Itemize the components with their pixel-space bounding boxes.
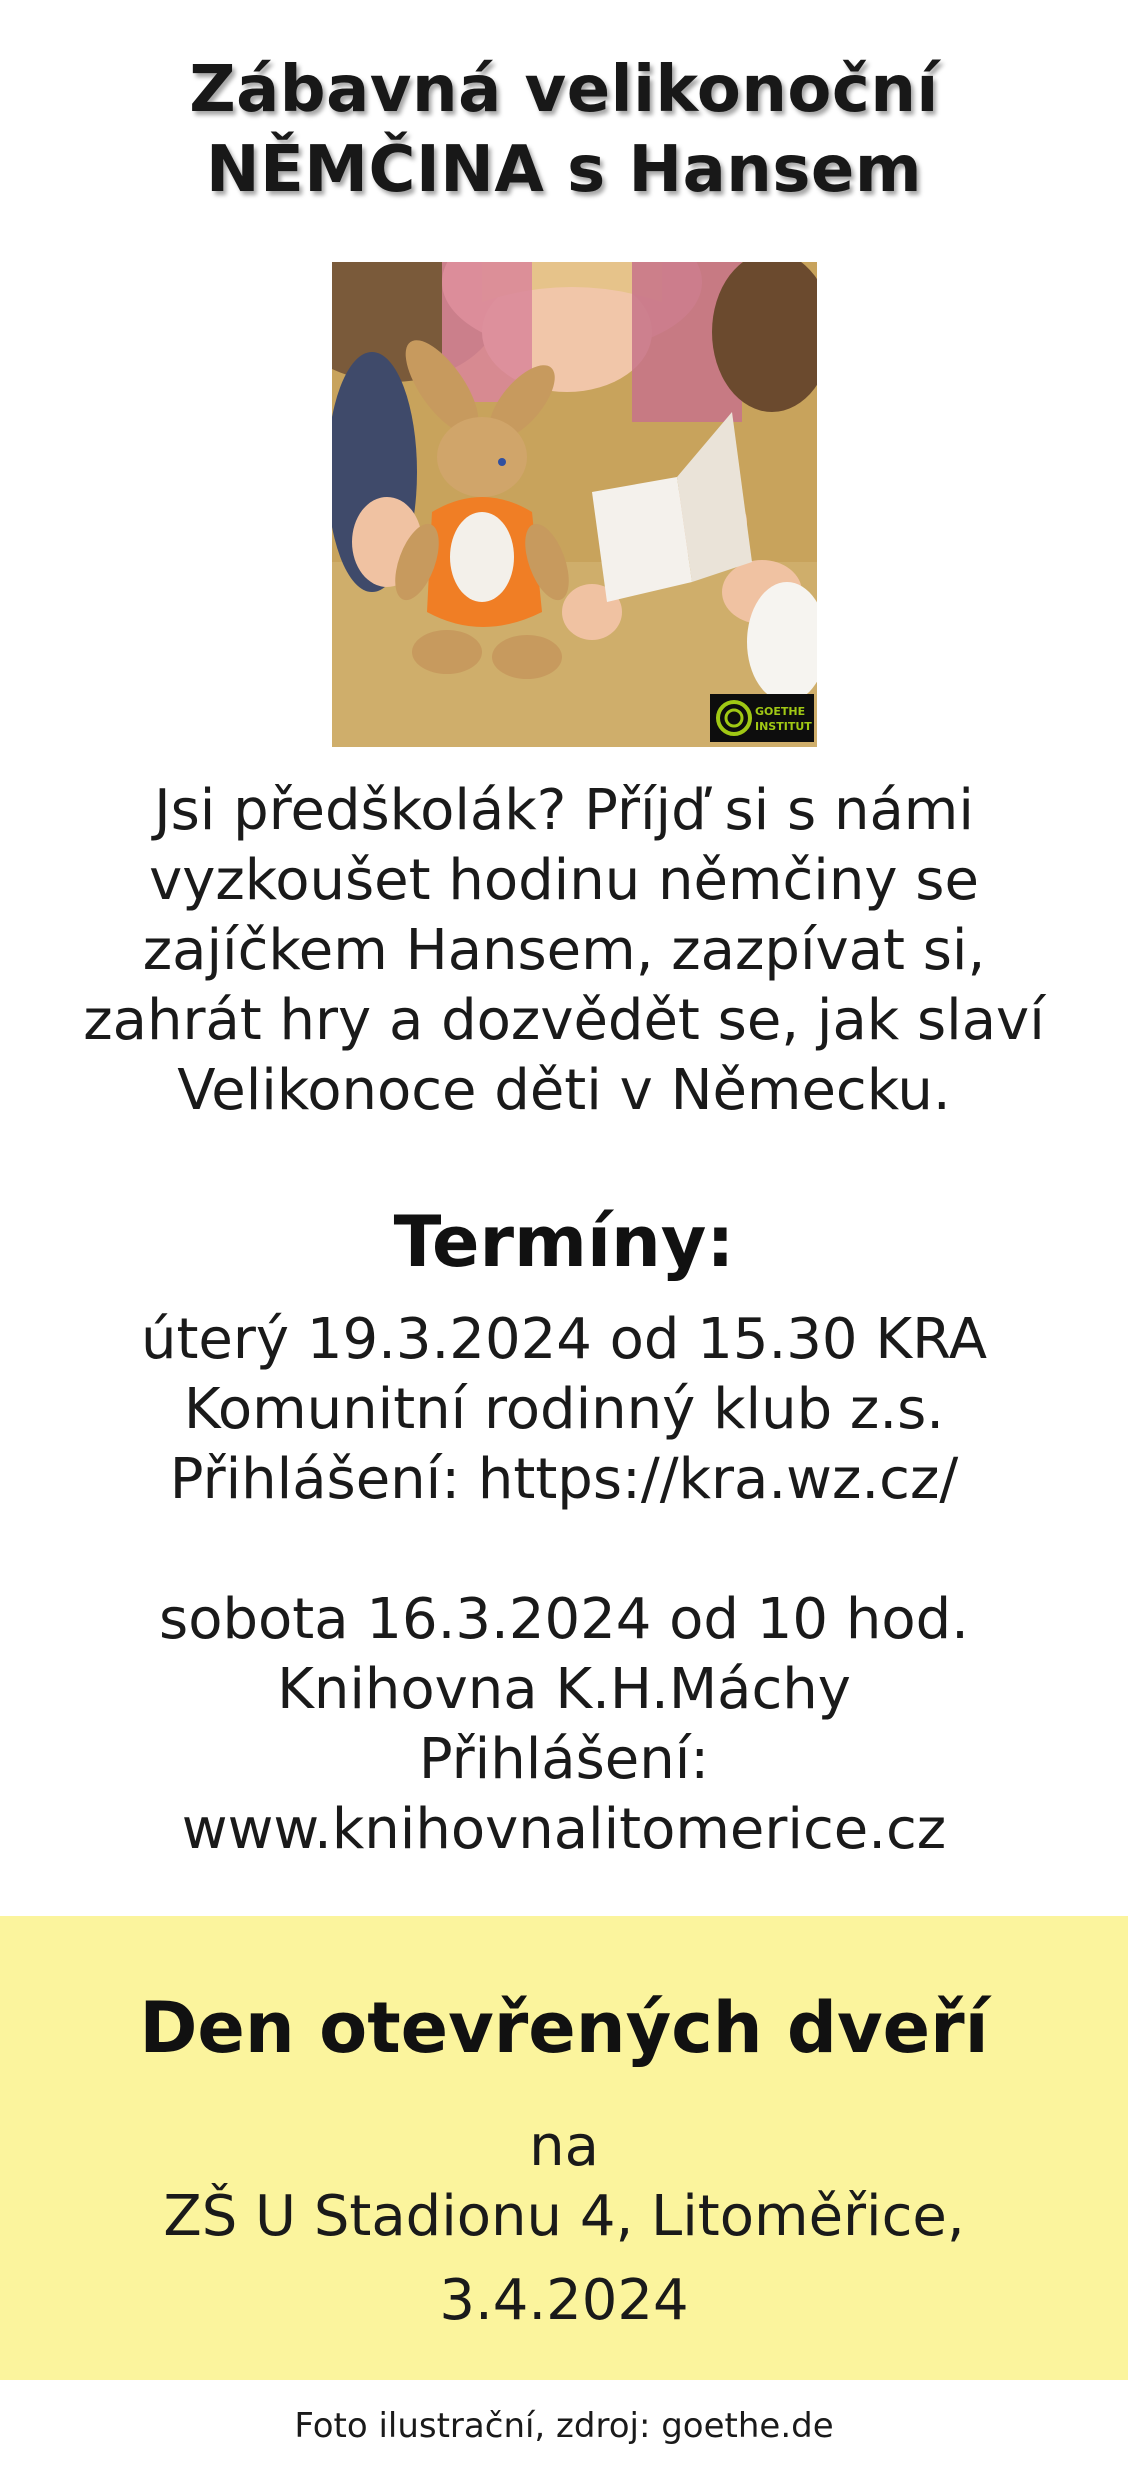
event-registration-url: www.knihovnalitomerice.cz [181, 1797, 947, 1862]
intro-line-4: zahrát hry a dozvědět se, jak slaví [83, 988, 1045, 1053]
flyer-title [0, 50, 1128, 210]
open-day-location: ZŠ U Stadionu 4, Litoměřice, [163, 2184, 965, 2249]
intro-line-5: Velikonoce děti v Německu. [177, 1058, 951, 1123]
event-kra [0, 1305, 1128, 1515]
event-registration-label: Přihlášení: [418, 1727, 710, 1792]
event-date: úterý 19.3.2024 od 15.30 KRA [140, 1307, 988, 1372]
open-day-date: 3.4.2024 [439, 2268, 689, 2333]
intro-line-3: zajíčkem Hansem, zazpívat si, [142, 918, 986, 983]
event-venue: Komunitní rodinný klub z.s. [183, 1377, 945, 1442]
terms-heading: Termíny: [393, 1201, 735, 1283]
title-line-2: NĚMČINA s Hansem [206, 133, 922, 207]
intro-line-2: vyzkoušet hodinu němčiny se [149, 848, 979, 913]
open-day-title: Den otevřených dveří [139, 1987, 989, 2069]
event-date: sobota 16.3.2024 od 10 hod. [159, 1587, 969, 1652]
goethe-institut-logo [710, 694, 814, 742]
title-line-1: Zábavná velikonoční [189, 53, 939, 127]
intro-paragraph [0, 776, 1128, 1126]
photo-credit: Foto ilustrační, zdroj: goethe.de [294, 2406, 834, 2446]
photo-children-with-bunny-puppet [332, 262, 817, 747]
event-venue: Knihovna K.H.Máchy [277, 1657, 851, 1722]
open-day-banner [0, 1916, 1128, 2380]
logo-text-line-2: INSTITUT [755, 720, 812, 733]
event-library [0, 1585, 1128, 1865]
open-day-preposition: na [529, 2114, 599, 2179]
intro-line-1: Jsi předškolák? Příjď si s námi [154, 778, 974, 843]
logo-text-line-1: GOETHE [755, 705, 806, 718]
event-registration: Přihlášení: https://kra.wz.cz/ [169, 1447, 959, 1512]
